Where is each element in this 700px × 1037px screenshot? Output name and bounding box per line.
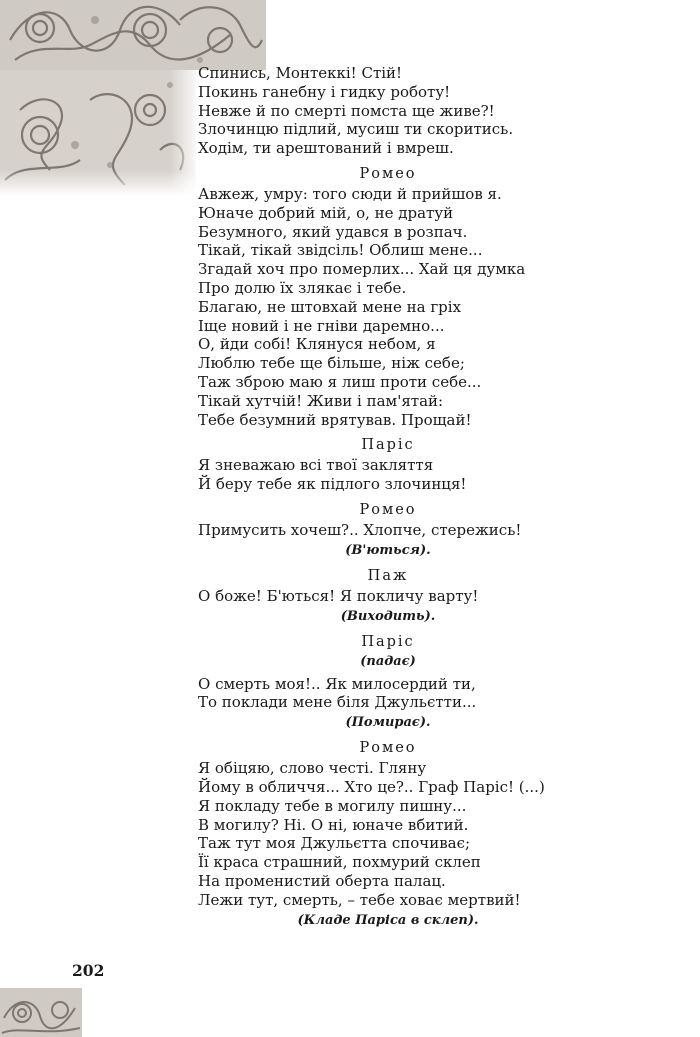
- verse-group: [198, 521, 578, 540]
- verse-line: Юначе добрий мій, о, не дратуй: [198, 203, 454, 222]
- verse-line: Таж тут моя Джульєтта спочиває;: [198, 834, 471, 853]
- verse-line: Її краса страшний, похмурий склеп: [198, 853, 481, 872]
- verse-line: О боже! Б'ються! Я покличу варту!: [198, 586, 479, 605]
- verse-group: [198, 456, 578, 494]
- stage-direction: (Кладе Паріса в склеп).: [297, 912, 479, 928]
- verse-line: Іще новий і не гніви даремно...: [198, 316, 445, 335]
- verse-group: [198, 759, 578, 909]
- verse-line: Й беру тебе як підлого злочинця!: [198, 475, 467, 494]
- speaker-name: Паріс: [361, 437, 415, 454]
- verse-group: [198, 185, 578, 429]
- speaker-name: Ромео: [359, 740, 417, 757]
- verse-line: Злочинцю підлий, мусиш ти скоритись.: [198, 120, 514, 139]
- verse-line: Авжеж, умру: того сюди й прийшов я.: [198, 184, 502, 203]
- ornament-engraving-icon: [0, 988, 82, 1037]
- verse-line: Згадай хоч про померлих... Хай ця думка: [198, 260, 526, 279]
- stage-direction: (Виходить).: [340, 608, 436, 624]
- decorative-ornament-bottom: [0, 988, 82, 1037]
- verse-line: Люблю тебе ще більше, ніж себе;: [198, 354, 465, 373]
- verse-line: В могилу? Ні. О ні, юначе вбитий.: [198, 815, 469, 834]
- verse-line: То поклади мене біля Джульєтти...: [198, 693, 477, 712]
- speaker-name: Паріс: [361, 633, 415, 650]
- verse-line: Я покладу тебе в могилу пишну...: [198, 796, 467, 815]
- verse-line: Йому в обличчя... Хто це?.. Граф Паріс! (...): [198, 777, 545, 796]
- verse-group: [198, 587, 578, 606]
- verse-line: Спинись, Монтеккі! Стій!: [198, 64, 403, 82]
- speaker-name: Ромео: [359, 501, 417, 518]
- page-number: 202: [72, 961, 105, 980]
- verse-line: Лежи тут, смерть, – тебе ховає мертвий!: [198, 890, 521, 909]
- verse-line: Про долю їх злякає і тебе.: [198, 278, 407, 297]
- verse-line: Невже й по смерті помста ще живе?!: [198, 101, 495, 120]
- verse-line: Покинь ганебну і гидку роботу!: [198, 82, 451, 101]
- verse-line: О смерть моя!.. Як милосердий ти,: [198, 674, 476, 693]
- speaker-name: Паж: [367, 567, 409, 584]
- verse-line: Тебе безумний врятував. Прощай!: [198, 410, 472, 429]
- verse-group: [198, 675, 578, 713]
- stage-direction: (Помирає).: [345, 715, 431, 731]
- verse-line: Безумного, який удався в розпач.: [198, 222, 468, 241]
- verse-line: Я обіцяю, слово честі. Гляну: [198, 759, 427, 778]
- verse-line: Тікай хутчій! Живи і пам'ятай:: [198, 391, 444, 410]
- verse-line: Таж зброю маю я лиш проти себе...: [198, 372, 482, 391]
- verse-line: Ходім, ти арештований і вмреш.: [198, 139, 454, 158]
- verse-line: О, йди собі! Клянуся небом, я: [198, 335, 436, 354]
- verse-line: Тікай, тікай звідсіль! Облиш мене...: [198, 241, 483, 260]
- play-text: [198, 64, 578, 934]
- speaker-name: Ромео: [359, 165, 417, 182]
- stage-direction: (В'ються).: [345, 542, 431, 558]
- verse-line: На променистий оберта палац.: [198, 871, 446, 890]
- verse-group: [198, 64, 578, 158]
- verse-line: Примусить хочеш?.. Хлопче, стережись!: [198, 520, 522, 539]
- verse-line: Я зневажаю всі твої закляття: [198, 456, 434, 475]
- stage-direction: (падає): [360, 653, 416, 669]
- verse-line: Благаю, не штовхай мене на гріх: [198, 297, 462, 316]
